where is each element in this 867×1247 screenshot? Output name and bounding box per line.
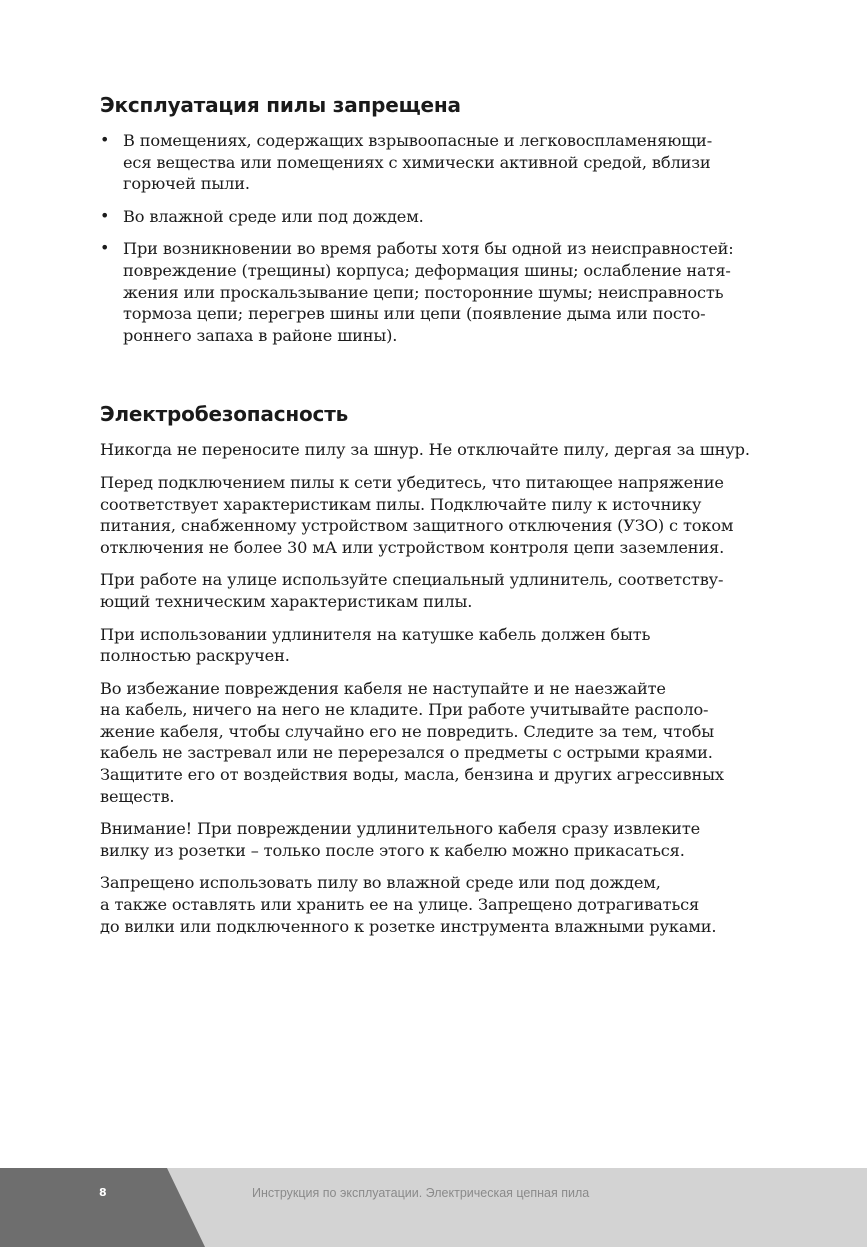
bullet-icon: • [100, 238, 110, 258]
list-item [100, 238, 800, 346]
warning-paragraph: Внимание! При повреждении удлинительного кабеля сразу извлеките вилку из розетки – только после этого к кабелю можно прикасаться. [100, 819, 701, 860]
page-number: 8 [99, 1186, 107, 1199]
paragraph: При работе на улице используйте специальный удлинитель, соответству- ющий техническим характеристикам пилы. [100, 570, 724, 611]
section-electrical-safety [100, 401, 800, 937]
list-item-text: Во влажной среде или под дождем. [123, 206, 424, 226]
section-heading-prohibited: Эксплуатация пилы запрещена [100, 93, 461, 117]
prohibited-list [100, 130, 800, 346]
list-item [100, 130, 800, 195]
section-prohibited-use [100, 92, 800, 346]
bullet-icon: • [100, 130, 110, 149]
paragraph: Во избежание повреждения кабеля не наступайте и не наезжайте на кабель, ничего на него не кладите. При работе учитывайте располо- жение кабеля, чтобы случайно его не повредить. Следите за тем, чтобы кабель не застревал или не перерезался о предметы с острыми краями. Защитите его от воздействия воды, масла, бензина и других агрессивных веществ. [100, 678, 724, 806]
paragraph: При использовании удлинителя на катушке кабель должен быть полностью раскручен. [100, 624, 651, 666]
paragraph: Никогда не переносите пилу за шнур. Не отключайте пилу, дергая за шнур. [100, 440, 750, 460]
paragraph: Запрещено использовать пилу во влажной среде или под дождем, а также оставлять или хранить ее на улице. Запрещено дотрагиваться до вилки или подключенного к розетке инструмента влажными руками. [100, 873, 717, 936]
list-item-text: При возникновении во время работы хотя бы одной из неисправностей: повреждение (трещины) корпуса; деформация шины; ослабление натя- жения или проскальзывание цепи; посторонние шумы; неисправность тормоза цепи; перегрев шины или цепи (появление дыма или посто- роннего запаха в районе шины). [123, 239, 734, 345]
page-content [100, 92, 800, 948]
paragraph: Перед подключением пилы к сети убедитесь, что питающее напряжение соответствует характеристикам пилы. Подключайте пилу к источнику питания, снабженному устройством защитного отключения (УЗО) с током отключения не более 30 мА или устройством контроля цепи заземления. [100, 472, 734, 557]
section-heading-electrical: Электробезопасность [100, 402, 349, 427]
footer-title: Инструкция по эксплуатации. Электрическая цепная пила [252, 1186, 590, 1200]
bullet-icon: • [100, 205, 110, 225]
list-item [100, 206, 800, 228]
list-item-text: В помещениях, содержащих взрывоопасные и легковоспламеняющи- еся вещества или помещениях с химически активной средой, вблизи горючей пыли. [123, 131, 713, 194]
